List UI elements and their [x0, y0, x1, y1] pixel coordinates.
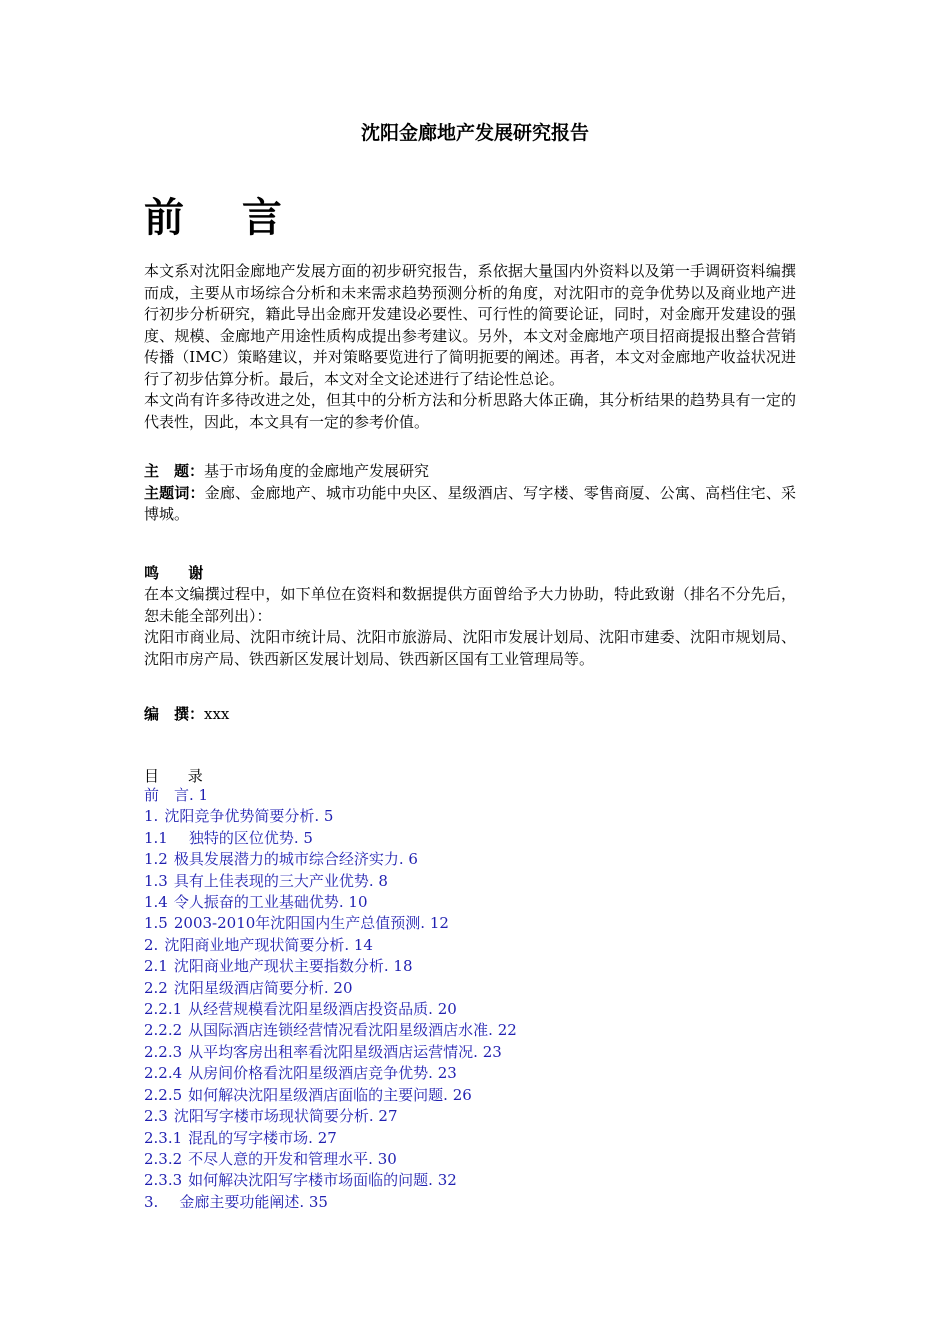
toc-entry-number: 2.2.1: [144, 1000, 183, 1019]
toc-entry-number: 1.2: [144, 850, 168, 869]
toc-entry-text: 2003-2010年沈阳国内生产总值预测. 12: [173, 914, 449, 933]
toc-entry-number: 1.1: [144, 828, 168, 847]
abstract-section: [144, 261, 796, 433]
toc-entry-number: 2.2: [144, 978, 168, 997]
toc-entry[interactable]: [144, 806, 804, 827]
subject-value: 基于市场角度的金廊地产发展研究: [204, 462, 430, 480]
toc-entry-text: 金廊主要功能阐述. 35: [164, 1192, 328, 1211]
toc-entry-number: 2.3: [144, 1107, 168, 1126]
toc-entry[interactable]: [144, 828, 804, 849]
subject-line: [144, 461, 796, 483]
toc-entry[interactable]: [144, 1106, 804, 1127]
toc-entry-text: 沈阳商业地产现状主要指数分析. 18: [173, 957, 413, 976]
toc-entry-text: 不尽人意的开发和管理水平. 30: [188, 1149, 397, 1168]
keywords-value: 金廊、金廊地产、城市功能中央区、星级酒店、写字楼、零售商厦、公寓、高档住宅、采博城。: [144, 483, 796, 523]
editor-line: [144, 704, 796, 726]
toc-entry-number: 2.2.5: [144, 1085, 183, 1104]
toc-entry[interactable]: [144, 849, 804, 870]
editor-value: xxx: [204, 705, 230, 723]
subject-keywords-section: [144, 461, 796, 526]
toc-entry[interactable]: [144, 1042, 804, 1063]
toc-entry[interactable]: [144, 1170, 804, 1191]
toc-entry[interactable]: [144, 1085, 804, 1106]
toc-entry[interactable]: [144, 871, 804, 892]
toc-entry-number: 1.: [144, 807, 159, 826]
editor-label: 编 撰：: [144, 705, 205, 723]
toc-entry-text: 沈阳星级酒店简要分析. 20: [173, 978, 353, 997]
abstract-paragraph: 本文尚有许多待改进之处，但其中的分析方法和分析思路大体正确，其分析结果的趋势具有一定的代表性，因此，本文具有一定的参考价值。: [144, 391, 796, 431]
toc-entry-text: 从平均客房出租率看沈阳星级酒店运营情况. 23: [188, 1042, 502, 1061]
toc-entry-number: 2.3.2: [144, 1149, 183, 1168]
toc-entry[interactable]: [144, 956, 804, 977]
toc-entry-number: 3.: [144, 1192, 159, 1211]
toc-entry[interactable]: [144, 978, 804, 999]
toc-entry-number: 2.3.1: [144, 1128, 183, 1147]
toc-entry-text: 从经营规模看沈阳星级酒店投资品质. 20: [188, 1000, 457, 1019]
toc-entry-text: 沈阳商业地产现状简要分析. 14: [164, 935, 373, 954]
toc-entry-text: 令人振奋的工业基础优势. 10: [173, 893, 368, 912]
toc-entry-number: 2.1: [144, 957, 168, 976]
document-title: 沈阳金廊地产发展研究报告: [360, 122, 589, 144]
toc-entry[interactable]: [144, 935, 804, 956]
toc-entry-text: 沈阳写字楼市场现状简要分析. 27: [173, 1107, 398, 1126]
toc-entry[interactable]: [144, 1149, 804, 1170]
toc-entry[interactable]: [144, 785, 804, 806]
toc-entry[interactable]: [144, 1020, 804, 1041]
toc-entry-text: 前 言. 1: [144, 786, 209, 804]
toc-entry-text: 极具发展潜力的城市综合经济实力. 6: [173, 850, 418, 869]
toc-entry-number: 2.: [144, 935, 159, 954]
subject-label: 主 题：: [144, 462, 205, 480]
acknowledgement-section: [144, 584, 796, 670]
toc-entry[interactable]: [144, 1063, 804, 1084]
toc-entry-number: 1.3: [144, 871, 168, 890]
acknowledgement-paragraph: 沈阳市商业局、沈阳市统计局、沈阳市旅游局、沈阳市发展计划局、沈阳市建委、沈阳市规划局、沈阳市房产局、铁西新区发展计划局、铁西新区国有工业管理局等。: [144, 628, 796, 668]
toc-entry-text: 从房间价格看沈阳星级酒店竞争优势. 23: [188, 1064, 457, 1083]
toc-entry-text: 混乱的写字楼市场. 27: [188, 1128, 337, 1147]
toc-title: 目 录: [144, 767, 215, 785]
toc-entry-number: 2.2.3: [144, 1042, 183, 1061]
abstract-paragraph: 本文系对沈阳金廊地产发展方面的初步研究报告，系依据大量国内外资料以及第一手调研资料编撰而成，主要从市场综合分析和未来需求趋势预测分析的角度，对沈阳市的竞争优势以及商业地产进行初步分析研究，籍此导出金廊开发建设必要性、可行性的简要论证，同时，对金廊开发建设的强度、规模、金廊地产用途性质构成提出参考建议。另外，本文对金廊地产项目招商提报出整合营销传播（IMC）策略建议，并对策略要览进行了简明扼要的阐述。再者，本文对金廊地产收益状况进行了初步估算分析。最后，本文对全文论述进行了结论性总论。: [144, 262, 796, 388]
toc-entry-text: 如何解决沈阳写字楼市场面临的问题. 32: [188, 1171, 457, 1190]
toc-entry[interactable]: [144, 1192, 804, 1213]
toc-entry-text: 具有上佳表现的三大产业优势. 8: [173, 871, 388, 890]
keywords-line: [144, 483, 796, 526]
toc-entry-number: 1.5: [144, 914, 168, 933]
acknowledgement-title: 鸣 谢: [144, 564, 216, 582]
toc-entry-text: 如何解决沈阳星级酒店面临的主要问题. 26: [188, 1085, 472, 1104]
acknowledgement-paragraph: 在本文编撰过程中，如下单位在资料和数据提供方面曾给予大力协助，特此致谢（排名不分先后，恕未能全部列出）：: [144, 585, 796, 625]
toc-entry[interactable]: [144, 892, 804, 913]
table-of-contents: [144, 785, 804, 1213]
toc-entry-number: 2.2.2: [144, 1021, 183, 1040]
preface-heading: 前 言: [144, 195, 304, 241]
toc-entry[interactable]: [144, 999, 804, 1020]
toc-entry-number: 2.2.4: [144, 1064, 183, 1083]
toc-entry-number: 1.4: [144, 893, 168, 912]
toc-entry[interactable]: [144, 913, 804, 934]
toc-entry-text: 沈阳竞争优势简要分析. 5: [164, 807, 334, 826]
keywords-label: 主题词：: [144, 483, 205, 502]
toc-entry-text: 独特的区位优势. 5: [173, 828, 313, 847]
toc-entry-number: 2.3.3: [144, 1171, 183, 1190]
toc-entry-text: 从国际酒店连锁经营情况看沈阳星级酒店水准. 22: [188, 1021, 517, 1040]
toc-entry[interactable]: [144, 1128, 804, 1149]
